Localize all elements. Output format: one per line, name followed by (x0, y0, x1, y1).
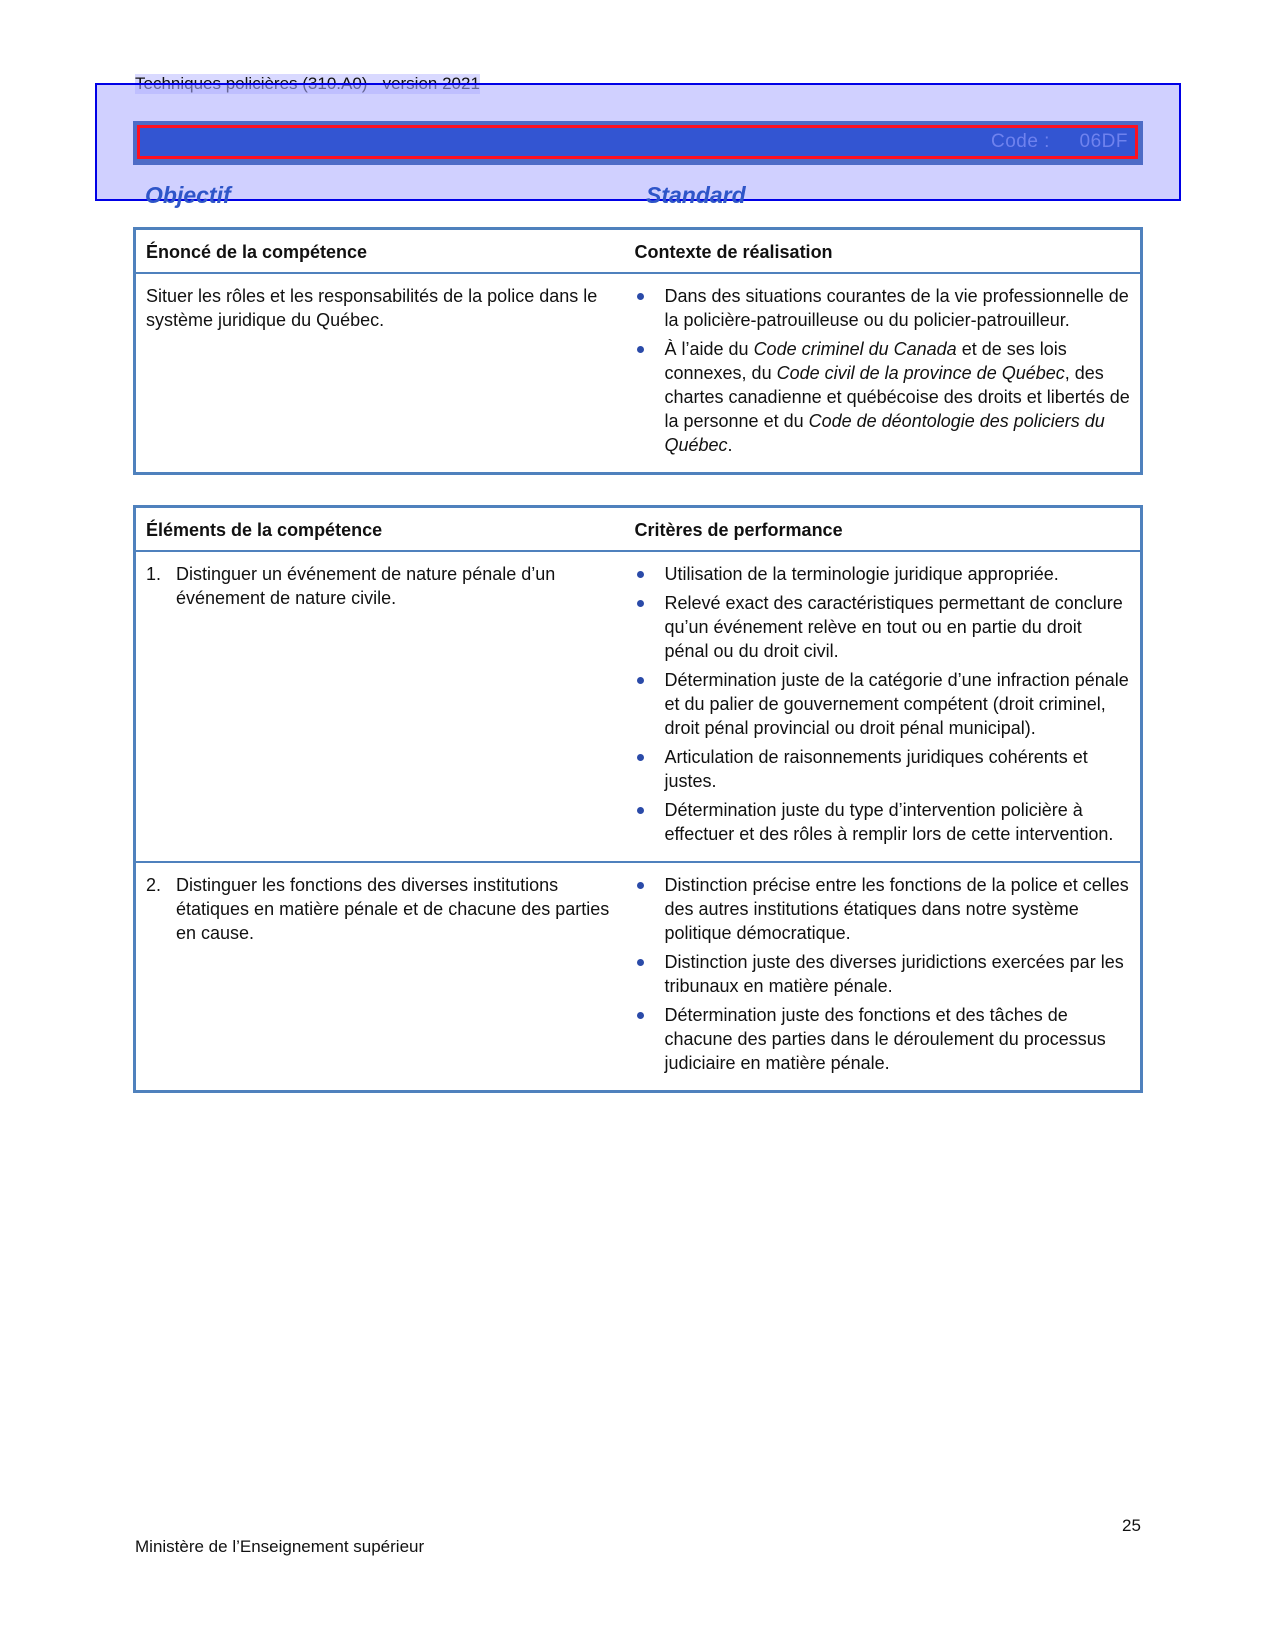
elements-header: Éléments de la compétence (135, 507, 625, 552)
criterion-item: Distinction précise entre les fonctions de la police et celles des autres institutions étatiques dans notre système politique démocratique. (635, 873, 1131, 945)
title-bar-inner (137, 125, 1138, 159)
footer-ministry: Ministère de l’Enseignement supérieur (135, 1537, 425, 1556)
section-objectif: Objectif (145, 182, 231, 208)
element-row (135, 862, 1142, 1092)
text-run: . (727, 435, 733, 455)
section-standard: Standard (646, 182, 746, 208)
criterion-item: Distinction juste des diverses juridictions exercées par les tribunaux en matière pénale. (635, 950, 1131, 998)
enonce-header: Énoncé de la compétence (135, 229, 625, 274)
criterion-item: Détermination juste de la catégorie d’une infraction pénale et du palier de gouvernement compétent (droit criminel, droit pénal provincial ou droit pénal municipal). (635, 668, 1131, 740)
criterion-item: Détermination juste du type d’intervention policière à effectuer et des rôles à remplir lors de cette intervention. (635, 798, 1131, 846)
element-item (146, 562, 615, 610)
criterion-item: Articulation de raisonnements juridiques cohérents et justes. (635, 745, 1131, 793)
element-number: 2. (146, 875, 162, 895)
criterion-item: Utilisation de la terminologie juridique appropriée. (635, 562, 1131, 586)
enonce-text: Situer les rôles et les responsabilités de la police dans le système juridique du Québec. (146, 286, 598, 330)
page-number: 25 (1122, 1516, 1141, 1535)
criteria-list (635, 562, 1131, 846)
italic-reference: Code de déontologie des policiers du Québec (664, 411, 1105, 455)
italic-reference: Code criminel du Canada (753, 339, 957, 359)
element-text: Distinguer un événement de nature pénale d’un événement de nature civile. (176, 564, 556, 608)
element-number: 1. (146, 564, 162, 584)
competency-statement-table (133, 227, 1143, 475)
element-row (135, 551, 1142, 862)
contexte-list (635, 284, 1131, 457)
code-label: Code : (990, 131, 1050, 152)
criteria-list (635, 873, 1131, 1075)
text-run: À l’aide du (664, 339, 754, 359)
criterion-item: Relevé exact des caractéristiques permettant de conclure qu’un événement relève en tout ou en partie du droit pénal ou du droit civil. (635, 591, 1131, 663)
contexte-item (635, 284, 1131, 332)
element-item (146, 873, 615, 945)
element-text: Distinguer les fonctions des diverses institutions étatiques en matière pénale et de chacune des parties en cause. (176, 875, 610, 943)
criterion-item: Détermination juste des fonctions et des tâches de chacune des parties dans le déroulement du processus judiciaire en matière pénale. (635, 1003, 1131, 1075)
text-run: , des chartes canadienne et québécoise des droits et libertés de la personne et du (664, 363, 1130, 431)
criteres-header: Critères de performance (625, 507, 1142, 552)
contexte-item (635, 337, 1131, 457)
italic-reference: Code civil de la province de Québec (776, 363, 1065, 383)
contexte-header: Contexte de réalisation (625, 229, 1142, 274)
text-run: Dans des situations courantes de la vie professionnelle de la policière-patrouilleuse ou du policier-patrouilleur. (664, 286, 1129, 330)
code-value: 06DF (1079, 131, 1128, 152)
text-run: et de ses lois connexes, du (664, 339, 1067, 383)
elements-criteria-table (133, 505, 1143, 1093)
competency-code (991, 131, 1128, 153)
